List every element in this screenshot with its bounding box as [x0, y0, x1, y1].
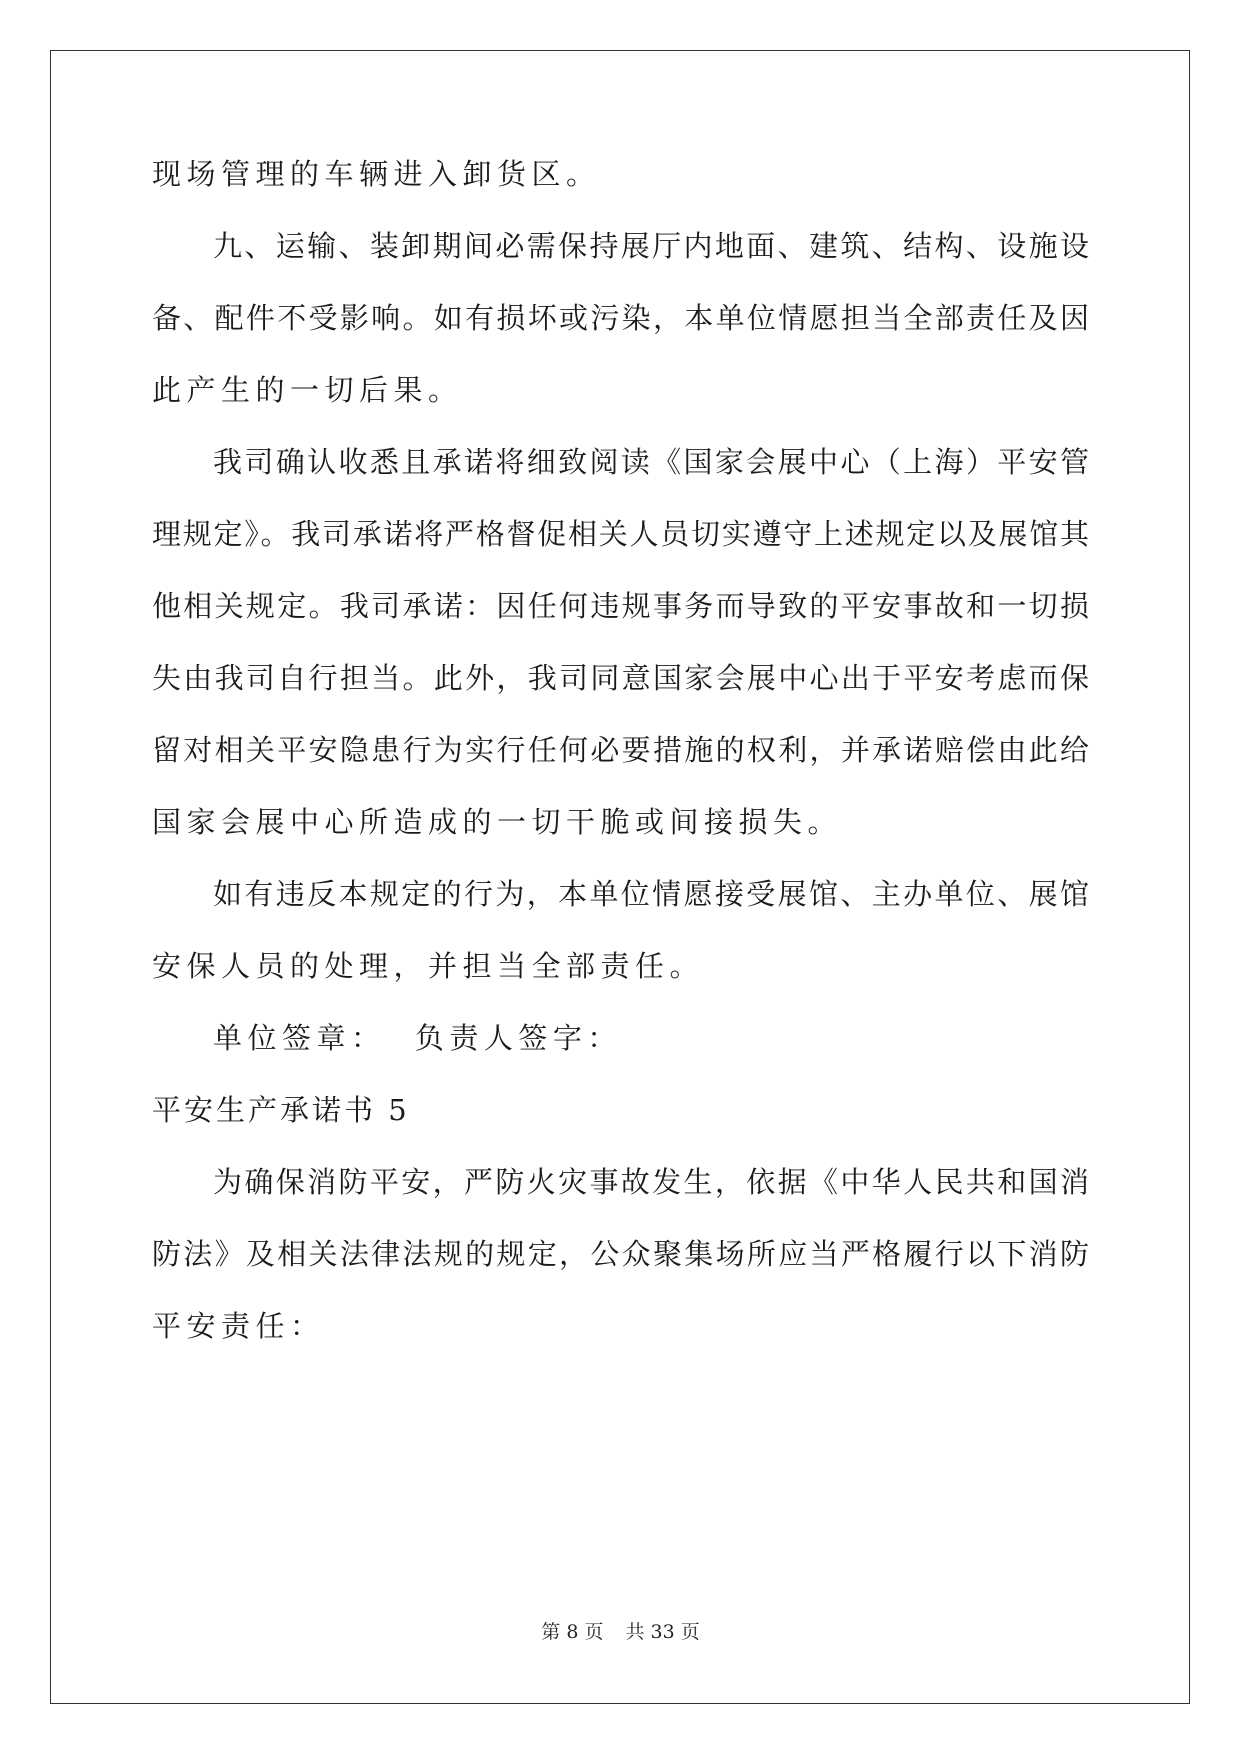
section-heading: 平安生产承诺书 5 [152, 1093, 410, 1127]
page-total: 共 33 页 [625, 1621, 700, 1643]
paragraph-line: 现场管理的车辆进入卸货区。 [152, 157, 601, 191]
paragraph-line: 为确保消防平安，严防火灾事故发生，依据《中华人民共和国消 [213, 1165, 1089, 1199]
page-footer [0, 1620, 1241, 1644]
paragraph-line: 九、运输、装卸期间必需保持展厅内地面、建筑、结构、设施设 [213, 229, 1089, 263]
paragraph-line: 防法》及相关法律法规的规定，公众聚集场所应当严格履行以下消防 [152, 1237, 1089, 1271]
paragraph-line: 国家会展中心所造成的一切干脆或间接损失。 [152, 805, 843, 839]
paragraph-line: 平安责任： [152, 1309, 325, 1343]
paragraph-line: 留对相关平安隐患行为实行任何必要措施的权利，并承诺赔偿由此给 [152, 733, 1089, 767]
signature-line: 单位签章： 负责人签字： [213, 1021, 622, 1055]
page-number: 第 8 页 [541, 1621, 604, 1643]
paragraph-line: 失由我司自行担当。此外，我司同意国家会展中心出于平安考虑而保 [152, 661, 1089, 695]
paragraph-line: 我司确认收悉且承诺将细致阅读《国家会展中心（上海）平安管 [213, 445, 1089, 479]
paragraph-line: 安保人员的处理，并担当全部责任。 [152, 949, 705, 983]
paragraph-line: 备、配件不受影响。如有损坏或污染，本单位情愿担当全部责任及因 [152, 301, 1089, 335]
paragraph-line: 他相关规定。我司承诺：因任何违规事务而导致的平安事故和一切损 [152, 589, 1089, 623]
paragraph-line: 此产生的一切后果。 [152, 373, 463, 407]
paragraph-line: 理规定》。我司承诺将严格督促相关人员切实遵守上述规定以及展馆其 [152, 517, 1089, 551]
paragraph-line: 如有违反本规定的行为，本单位情愿接受展馆、主办单位、展馆 [213, 877, 1089, 911]
